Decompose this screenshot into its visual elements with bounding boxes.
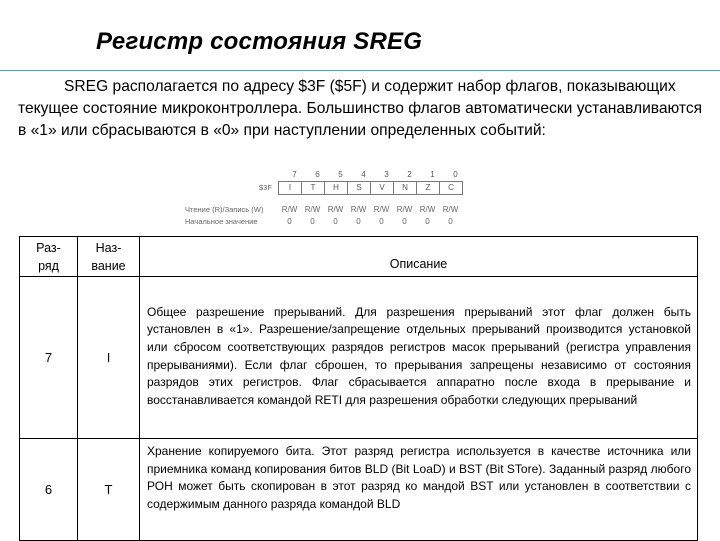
header-name-label: Наз-вание [91,240,126,273]
bit-number: 5 [338,170,343,179]
bit-number: 2 [407,170,412,179]
bit-cells-row [278,181,463,195]
bit-numbers-row [283,170,467,179]
init-value: 0 [310,217,315,226]
title-divider [0,70,720,71]
bit-number: 1 [430,170,435,179]
register-address-label: $3F [259,183,272,192]
row-description: Хранение копируемого бита. Этот разряд регистра используется в качестве источника или приемника команд копирования битов BLD (Bit LoaD) и BST (Bit STore). Заданный разряд любого РОН может быть скопирован в этот разряд ко мандой BST или установлен в соответствии с содержимым данного разряда командой BLD [140,439,698,541]
init-value: 0 [402,217,407,226]
bit-cell: Z [417,182,440,194]
sreg-register-diagram [183,170,583,232]
row-name: I [78,277,140,439]
init-value: 0 [379,217,384,226]
header-bit [20,237,78,277]
header-name [78,237,140,277]
init-value: 0 [333,217,338,226]
header-description-label: Описание [389,257,448,271]
rw-value: R/W [304,205,321,214]
bit-cell: I [279,182,302,194]
table-row [20,277,698,439]
bit-number: 4 [361,170,366,179]
intro-paragraph [18,76,708,142]
table-header-row [20,237,698,277]
bit-number: 3 [384,170,389,179]
page-title: Регистр состояния SREG [96,28,423,55]
row-name: T [78,439,140,541]
init-value: 0 [356,217,361,226]
rw-value: R/W [350,205,367,214]
row-bit: 7 [20,277,78,439]
bit-cell: S [348,182,371,194]
bit-number: 6 [315,170,320,179]
init-values-row [278,217,462,226]
row-description: Общее разрешение прерываний. Для разрешения прерываний этот флаг должен быть установлен в «1». Разрешение/запрещение отдельных прерываний производится установкой или сбросом соответствующих разрядов регистров масок прерываний (регистра управления прерываниями). Если флаг сброшен, то прерывания запрещены независимо от состояния разрядов этих регистров. Флаг сбрасывается аппаратно после входа в прерывание и восстанавливается командой RETI для разрешения обработки следующих прерываний [140,277,698,439]
row-bit: 6 [20,439,78,541]
init-value: 0 [425,217,430,226]
bit-cell: N [394,182,417,194]
init-value: 0 [448,217,453,226]
header-bit-label: Раз-ряд [36,240,61,273]
rw-value: R/W [442,205,459,214]
rw-value: R/W [396,205,413,214]
rw-values-row [278,205,462,214]
rw-value: R/W [419,205,436,214]
bit-cell: V [371,182,394,194]
flags-description-table [19,236,698,541]
bit-number: 7 [292,170,297,179]
bit-cell: H [325,182,348,194]
bit-cell: C [448,183,454,192]
rw-label: Чтение (R)/Запись (W) [185,205,264,214]
rw-value: R/W [281,205,298,214]
table-row [20,439,698,541]
rw-value: R/W [327,205,344,214]
intro-text: SREG располагается по адресу $3F ($5F) и содержит набор флагов, показывающих текущее состояние микроконтроллера. Большинство флагов автоматически устанавливаются в «1» или сбрасываются в «0» при наступлении определенных событий: [18,78,703,139]
bit-number: 0 [453,170,458,179]
header-description [140,237,698,277]
bit-cell: T [302,182,325,194]
rw-value: R/W [373,205,390,214]
init-label: Начальное значение [185,217,258,226]
init-value: 0 [287,217,292,226]
